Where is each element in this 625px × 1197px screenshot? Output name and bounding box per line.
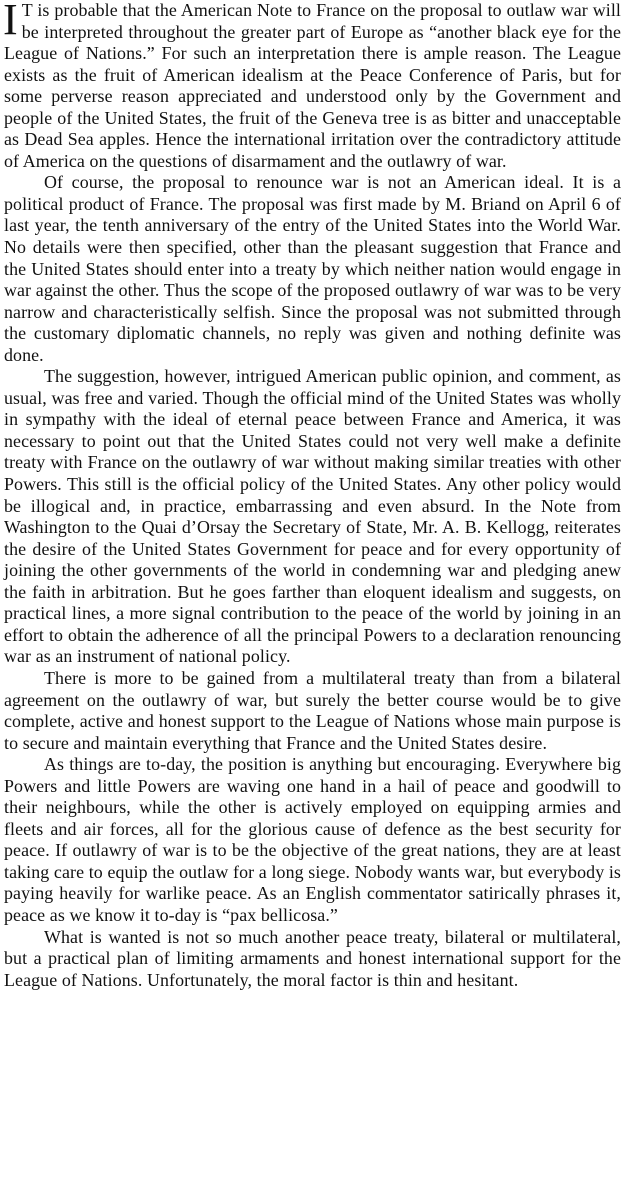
article-paragraph-4: There is more to be gained from a multilateral treaty than from a bilateral agreement on the outlawry of war, but surely the better course would be to give complete, active and honest support to the League of Nations whose main purpose is to secure and maintain everything that France and the United States desire. [4, 667, 621, 753]
article-paragraph-1 [4, 0, 621, 172]
article-paragraph-3: The suggestion, however, intrigued American public opinion, and comment, as usual, was free and varied. Though the official mind of the United States was wholly in sympathy with the ideal of eternal peace between France and America, it was necessary to point out that the United States could not very well make a definite treaty with France on the outlawry of war without making similar treaties with other Powers. This still is the official policy of the United States. Any other policy would be illogical and, in practice, embarrassing and even absurd. In the Note from Washington to the Quai d’Orsay the Secretary of State, Mr. A. B. Kellogg, reiterates the desire of the United States Government for peace and for every opportunity of joining the other governments of the world in condemning war and pledging anew the faith in arbitration. But he goes farther than eloquent idealism and suggests, on practical lines, a more signal contribution to the peace of the world by joining in an effort to obtain the adherence of all the principal Powers to a declaration renouncing war as an instrument of national policy. [4, 366, 621, 667]
article-paragraph-6: What is wanted is not so much another peace treaty, bilateral or multilateral, but a practical plan of limiting armaments and honest international support for the League of Nations. Unfortunately, the moral factor is thin and hesitant. [4, 926, 621, 990]
drop-cap: I [3, 0, 18, 44]
article-paragraph-2: Of course, the proposal to renounce war is not an American ideal. It is a political product of France. The proposal was first made by M. Briand on April 6 of last year, the tenth anniversary of the entry of the United States into the World War. No details were then specified, other than the pleasant suggestion that France and the United States should enter into a treaty by which neither nation would engage in war against the other. Thus the scope of the proposed outlawry of war was to be very narrow and characteristically selfish. Since the proposal was not submitted through the customary diplomatic channels, no reply was given and nothing definite was done. [4, 172, 621, 365]
paragraph-text: T is probable that the American Note to France on the proposal to outlaw war will be interpreted throughout the greater part of Europe as “another black eye for the League of Nations.” For such an interpretation there is ample reason. The League exists as the fruit of American idealism at the Peace Conference of Paris, but for some perverse reason appreciated and understood only by the Government and people of the United States, the fruit of the Geneva tree is as bitter and unacceptable as Dead Sea apples. Hence the international irritation over the contradictory attitude of America on the questions of disarmament and the outlawry of war. [4, 0, 621, 171]
article-paragraph-5: As things are to-day, the position is anything but encouraging. Everywhere big Powers and little Powers are waving one hand in a hail of peace and goodwill to their neighbours, while the other is actively employed on equipping armies and fleets and air forces, all for the glorious cause of defence as the best security for peace. If outlawry of war is to be the objective of the great nations, they are at least taking care to equip the outlaw for a long siege. Nobody wants war, but everybody is paying heavily for warlike peace. As an English commentator satirically phrases it, peace as we know it to-day is “pax bellicosa.” [4, 754, 621, 925]
